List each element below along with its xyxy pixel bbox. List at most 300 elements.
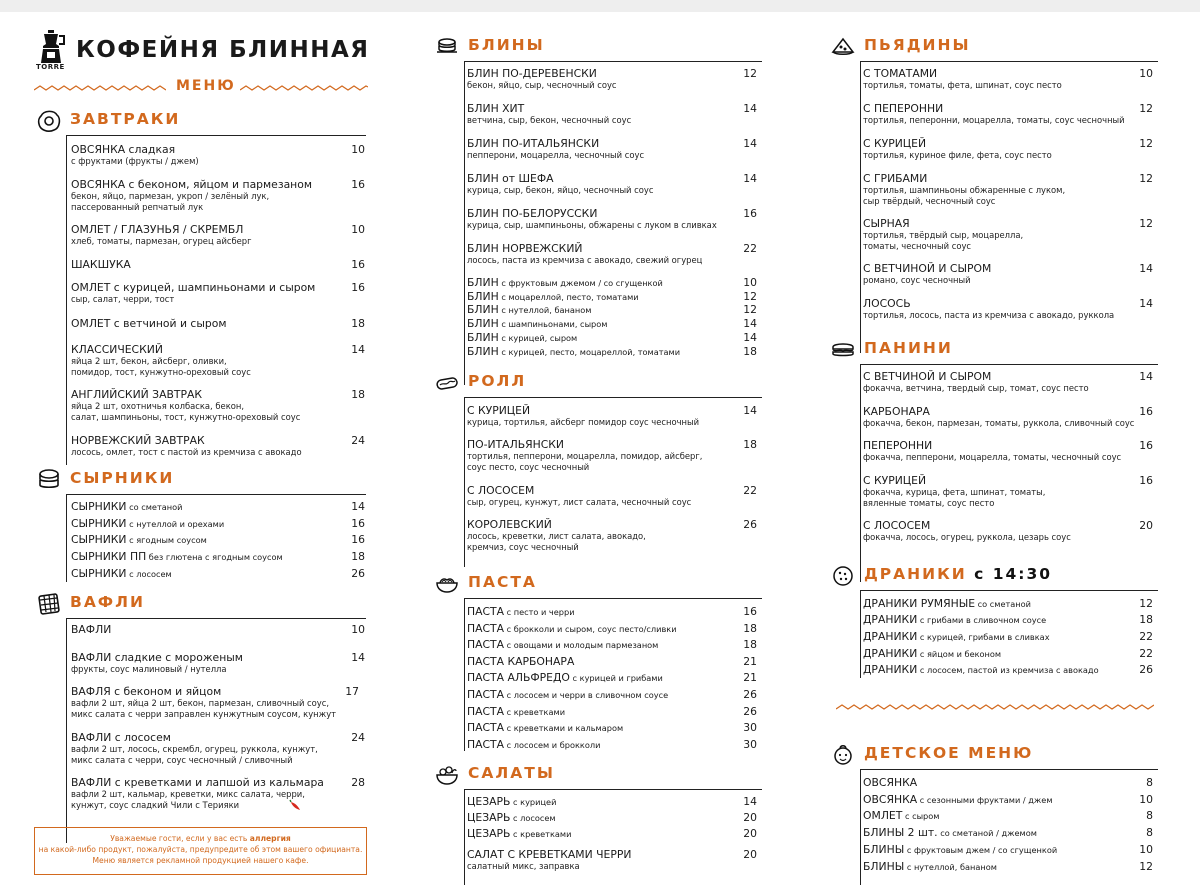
item-name [467, 827, 757, 841]
draniki-title: ДРАНИКИ [864, 565, 967, 583]
item-desc: лосось, креветки, лист салата, авокадо, кремчиз, соус чесночный [467, 531, 646, 552]
menu-item [71, 434, 365, 458]
item-title: ОМЛЕТ с ветчиной и сыром [71, 317, 227, 330]
wave-divider-right [240, 84, 368, 92]
item-desc: вафли 2 шт, кальмар, креветки, микс салата, черри, кунжут, соус сладкий Чили с Терияки [71, 789, 305, 810]
item-name [71, 223, 365, 236]
item-price: 16 [743, 207, 757, 220]
item-name [71, 143, 365, 156]
section-syrniki-header [36, 465, 366, 505]
item-title: БЛИН [467, 317, 499, 330]
item-title: СЫРНИКИ ПП [71, 550, 147, 563]
section-vrule [464, 397, 465, 567]
section-rule [464, 61, 762, 62]
item-title: БЛИНЫ 2 шт. [863, 826, 938, 839]
section-rule [464, 789, 762, 790]
item-price: 26 [351, 567, 365, 580]
section-title: ПЬЯДИНЫ [864, 36, 971, 54]
item-name [863, 370, 1153, 383]
item-sub: с лососем, пастой из кремчиза с авокадо [917, 665, 1099, 675]
item-sub: с нутеллой и орехами [126, 519, 225, 529]
menu-item [467, 671, 757, 685]
item-name [863, 519, 1153, 532]
menu-item [467, 622, 757, 636]
menu-item [71, 178, 365, 212]
pancakes-icon [434, 34, 460, 60]
item-desc: романо, соус чесночный [863, 275, 971, 285]
menu-item [71, 623, 365, 636]
item-name [863, 297, 1153, 310]
item-price: 14 [743, 795, 757, 808]
top-strip [0, 0, 1200, 12]
menu-item [467, 404, 757, 428]
section-rule [860, 769, 1158, 770]
item-price: 10 [743, 276, 757, 289]
item-desc: тортилья, пеперонни, моцарелла, томаты, соус чесночный [863, 115, 1125, 125]
item-name [467, 671, 757, 685]
item-title: БЛИН [467, 345, 499, 358]
piadina-icon [830, 34, 856, 60]
logo [36, 30, 66, 72]
brand-title: КОФЕЙНЯ БЛИННАЯ [76, 37, 370, 63]
menu-item [863, 809, 1153, 823]
panini-icon [830, 337, 856, 363]
item-price: 14 [743, 137, 757, 150]
notice-line-3: Меню является рекламной продукцией нашего кафе. [92, 856, 309, 865]
section-rule [66, 135, 366, 136]
item-price: 10 [1139, 793, 1153, 806]
item-name [863, 843, 1153, 857]
item-desc: фокачча, ветчина, твердый сыр, томат, соус песто [863, 383, 1089, 393]
item-price: 17 [345, 685, 359, 698]
item-desc: вафли 2 шт, яйца 2 шт, бекон, пармезан, сливочный соус, микс салата с черри заправлен кунжутным соусом, кунжут [71, 698, 337, 719]
notice-line-2: на какой-либо продукт, пожалуйста, предупредите об этом вашего официанта. [38, 845, 363, 854]
item-price: 21 [743, 671, 757, 684]
item-price: 24 [351, 731, 365, 744]
item-price: 10 [351, 143, 365, 156]
section-title: СЫРНИКИ [70, 469, 175, 487]
item-sub: со сметаной / джемом [937, 828, 1037, 838]
item-sub: с яйцом и беконом [917, 649, 1002, 659]
item-title: ОВСЯНКА с беконом, яйцом и пармезаном [71, 178, 312, 191]
section-pasta-header [434, 569, 762, 609]
menu-item [71, 731, 365, 765]
menu-item [71, 685, 365, 719]
item-price: 20 [1139, 519, 1153, 532]
item-sub: с креветками и кальмаром [504, 723, 624, 733]
menu-item [863, 262, 1153, 286]
roll-icon [434, 370, 460, 396]
item-title: ЦЕЗАРЬ [467, 795, 511, 808]
item-desc: яйца 2 шт, бекон, айсберг, оливки, помидор, тост, кунжутно-ореховый соус [71, 356, 251, 377]
item-name [863, 826, 1153, 840]
item-name [863, 793, 1153, 807]
notice-line-1 [35, 833, 366, 844]
item-name [467, 317, 757, 331]
menu-item [863, 630, 1153, 644]
item-title: С ЛОСОСЕМ [863, 519, 931, 532]
item-name [467, 137, 757, 150]
item-price: 14 [743, 172, 757, 185]
item-title: БЛИНЫ [863, 860, 905, 873]
item-title: КАРБОНАРА [863, 405, 930, 418]
item-name [71, 776, 365, 789]
item-price: 26 [1139, 663, 1153, 676]
item-price: 30 [743, 738, 757, 751]
item-title: ОМЛЕТ [863, 809, 903, 822]
section-vrule [66, 135, 67, 465]
draniki-time: с 14:30 [974, 565, 1053, 583]
menu-item [71, 317, 365, 330]
section-title: РОЛЛ [468, 372, 527, 390]
item-price: 14 [1139, 262, 1153, 275]
item-name [467, 721, 757, 735]
item-sub: с курицей, сыром [498, 333, 578, 343]
menu-item [863, 102, 1153, 126]
menu-item [467, 848, 757, 872]
section-vrule [464, 789, 465, 885]
item-title: ОВСЯНКА [863, 776, 918, 789]
item-price: 16 [1139, 474, 1153, 487]
item-price: 12 [1139, 597, 1153, 610]
menu-item [863, 297, 1153, 321]
item-title: НОРВЕЖСКИЙ ЗАВТРАК [71, 434, 205, 447]
menu-item [467, 795, 757, 809]
item-name [863, 597, 1153, 611]
section-rule [66, 618, 366, 619]
item-name [467, 276, 757, 290]
item-sub: с фруктовым джемом / со сгущенкой [498, 278, 663, 288]
item-price: 18 [743, 638, 757, 651]
item-name [71, 550, 365, 564]
item-price: 18 [351, 388, 365, 401]
item-sub: с нутеллой, бананом [904, 862, 997, 872]
section-breakfast-header [36, 106, 366, 146]
menu-item [467, 172, 757, 196]
menu-item [71, 223, 365, 247]
menu-item [863, 647, 1153, 661]
item-desc: тортилья, шампиньоны обжаренные с луком, сыр твёрдый, чесночный соус [863, 185, 1066, 206]
item-title: БЛИН ПО-ИТАЛЬЯНСКИ [467, 137, 600, 150]
item-price: 16 [351, 258, 365, 271]
item-sub: с моцареллой, песто, томатами [498, 292, 639, 302]
item-price: 12 [743, 303, 757, 316]
menu-item [467, 705, 757, 719]
item-name [71, 623, 365, 636]
item-name [467, 705, 757, 719]
item-sub: с лососем и черри в сливочном соусе [504, 690, 669, 700]
item-title: КЛАССИЧЕСКИЙ [71, 343, 163, 356]
item-title: ПАСТА [467, 738, 505, 751]
item-price: 18 [743, 622, 757, 635]
item-title: ДРАНИКИ [863, 647, 918, 660]
item-price: 18 [743, 345, 757, 358]
section-pancakes-header [434, 32, 762, 72]
item-title: ОВСЯНКА сладкая [71, 143, 176, 156]
section-vrule [860, 61, 861, 353]
section-vrule [66, 494, 67, 582]
item-sub: с шампиньонами, сыром [498, 319, 608, 329]
section-vrule [860, 364, 861, 582]
item-desc: с фруктами (фрукты / джем) [71, 156, 199, 166]
menu-item [863, 67, 1153, 91]
item-price: 8 [1146, 809, 1153, 822]
item-title: СЫРНИКИ [71, 567, 127, 580]
item-sub: со сметаной [975, 599, 1031, 609]
item-name [467, 811, 757, 825]
item-sub: с креветками [504, 707, 566, 717]
item-title: ПО-ИТАЛЬЯНСКИ [467, 438, 564, 451]
item-price: 16 [743, 605, 757, 618]
item-name [863, 860, 1153, 874]
menu-item [467, 242, 757, 266]
menu-item [863, 597, 1153, 611]
section-roll-header [434, 368, 762, 408]
item-title: ПАСТА [467, 705, 505, 718]
item-sub: с грибами в сливочном соусе [917, 615, 1047, 625]
item-title: ВАФЛИ [71, 623, 112, 636]
menu-item [467, 276, 757, 290]
menu-label: МЕНЮ [176, 78, 236, 94]
item-title: С ВЕТЧИНОЙ И СЫРОМ [863, 262, 992, 275]
item-title: ВАФЛЯ с беконом и яйцом [71, 685, 222, 698]
item-title: БЛИН ПО-БЕЛОРУССКИ [467, 207, 598, 220]
section-title: ВАФЛИ [70, 593, 146, 611]
item-price: 14 [743, 102, 757, 115]
item-desc: вафли 2 шт, лосось, скрембл, огурец, руккола, кунжут, микс салата с черри, соус чесночный / сливочный [71, 744, 318, 765]
item-price: 24 [351, 434, 365, 447]
menu-item [71, 258, 365, 271]
menu-item [467, 827, 757, 841]
item-sub: с ягодным соусом [126, 535, 207, 545]
item-sub: с нутеллой, бананом [498, 305, 592, 315]
waffle-icon [36, 591, 62, 617]
item-title: ПАСТА [467, 622, 505, 635]
fried-egg-icon [36, 108, 62, 134]
menu-item [71, 343, 365, 377]
section-title [864, 565, 1052, 583]
menu-item [863, 613, 1153, 627]
item-title: БЛИН [467, 276, 499, 289]
menu-item [467, 688, 757, 702]
item-sub: с курицей [510, 797, 557, 807]
item-name [467, 605, 757, 619]
section-title: САЛАТЫ [468, 764, 555, 782]
item-price: 18 [743, 438, 757, 451]
item-name [467, 303, 757, 317]
item-sub: с лососем [510, 813, 556, 823]
section-piadina-header [830, 32, 1158, 72]
item-price: 12 [1139, 860, 1153, 873]
item-name [467, 795, 757, 809]
menu-item [467, 331, 757, 345]
item-name [467, 331, 757, 345]
menu-item [863, 137, 1153, 161]
item-desc: бекон, яйцо, сыр, чесночный соус [467, 80, 617, 90]
item-name [467, 484, 757, 497]
allergy-notice [34, 827, 367, 875]
item-sub: с курицей и грибами [569, 673, 663, 683]
item-price: 12 [743, 67, 757, 80]
item-title: ВАФЛИ сладкие с мороженым [71, 651, 243, 664]
item-title: ВАФЛИ с креветками и лапшой из кальмара [71, 776, 324, 789]
menu-item [863, 860, 1153, 874]
item-title: АНГЛИЙСКИЙ ЗАВТРАК [71, 388, 203, 401]
item-desc: бекон, яйцо, пармезан, укроп / зелёный лук, пассерованный репчатый лук [71, 191, 270, 212]
item-desc: пепперони, моцарелла, чесночный соус [467, 150, 645, 160]
item-title: ЦЕЗАРЬ [467, 811, 511, 824]
item-title: ПАСТА [467, 638, 505, 651]
menu-item [863, 519, 1153, 543]
item-title: ОМЛЕТ / ГЛАЗУНЬЯ / СКРЕМБЛ [71, 223, 244, 236]
item-title: ПАСТА [467, 688, 505, 701]
item-sub: с сыром [902, 811, 940, 821]
item-name [467, 404, 757, 417]
item-desc: лосось, омлет, тост с пастой из кремчиза с авокадо [71, 447, 302, 457]
item-name [71, 533, 365, 547]
wave-divider-kids [836, 702, 1154, 712]
item-price: 22 [743, 484, 757, 497]
item-title: БЛИН ПО-ДЕРЕВЕНСКИ [467, 67, 597, 80]
item-sub: с курицей, песто, моцареллой, томатами [498, 347, 681, 357]
menu-item [863, 405, 1153, 429]
item-name [467, 518, 757, 531]
item-price: 16 [351, 178, 365, 191]
item-price: 8 [1146, 776, 1153, 789]
item-name [863, 137, 1153, 150]
item-title: ПАСТА АЛЬФРЕДО [467, 671, 570, 684]
menu-item [71, 500, 365, 514]
item-name [71, 317, 365, 330]
item-name [863, 217, 1153, 230]
menu-item [71, 651, 365, 675]
item-desc: фокачча, курица, фета, шпинат, томаты, вяленные томаты, соус песто [863, 487, 1046, 508]
item-name [863, 630, 1153, 644]
item-price: 30 [743, 721, 757, 734]
pasta-bowl-icon [434, 571, 460, 597]
notice-highlight: аллергия [249, 834, 291, 843]
item-name [863, 647, 1153, 661]
item-desc: фокачча, бекон, пармезан, томаты, руккола, сливочный соус [863, 418, 1135, 428]
item-name [467, 622, 757, 636]
item-price: 20 [743, 848, 757, 861]
section-rule [66, 494, 366, 495]
item-title: С ВЕТЧИНОЙ И СЫРОМ [863, 370, 992, 383]
item-name [71, 500, 365, 514]
item-name [467, 242, 757, 255]
item-price: 14 [351, 500, 365, 513]
item-name [863, 102, 1153, 115]
item-sub: с лососем и брокколи [504, 740, 601, 750]
item-name [71, 651, 365, 664]
item-title: СЫРНАЯ [863, 217, 910, 230]
item-sub: с овощами и молодым пармезаном [504, 640, 659, 650]
item-price: 12 [743, 290, 757, 303]
section-title: ПАСТА [468, 573, 537, 591]
item-title: ДРАНИКИ [863, 630, 918, 643]
item-title: ПЕПЕРОННИ [863, 439, 933, 452]
item-desc: сыр, салат, черри, тост [71, 294, 175, 304]
menu-item [467, 317, 757, 331]
item-sub: с креветками [510, 829, 572, 839]
item-price: 18 [351, 550, 365, 563]
item-price: 14 [351, 651, 365, 664]
menu-item [467, 811, 757, 825]
item-name [467, 207, 757, 220]
item-name [71, 178, 365, 191]
potato-pancake-icon [830, 563, 856, 589]
item-sub: с песто и черри [504, 607, 575, 617]
item-title: ВАФЛИ с лососем [71, 731, 171, 744]
item-title: БЛИН от ШЕФА [467, 172, 554, 185]
menu-item [71, 567, 365, 581]
item-sub: с брокколи и сыром, соус песто/сливки [504, 624, 677, 634]
item-title: БЛИН ХИТ [467, 102, 525, 115]
menu-item [467, 484, 757, 508]
item-price: 12 [1139, 172, 1153, 185]
item-price: 10 [351, 223, 365, 236]
section-kids-header [830, 740, 1158, 780]
item-title: ПАСТА КАРБОНАРА [467, 655, 575, 668]
item-price: 10 [1139, 67, 1153, 80]
item-name [71, 258, 365, 271]
notice-text: Уважаемые гости, если у вас есть [110, 834, 250, 843]
item-sub: со сметаной [126, 502, 183, 512]
menu-item [863, 793, 1153, 807]
item-desc: курица, сыр, шампиньоны, обжарены с луком в сливках [467, 220, 717, 230]
menu-item [863, 663, 1153, 677]
item-name [863, 613, 1153, 627]
item-desc: хлеб, томаты, пармезан, огурец айсберг [71, 236, 252, 246]
section-title: БЛИНЫ [468, 36, 545, 54]
item-title: С ЛОСОСЕМ [467, 484, 535, 497]
item-price: 14 [1139, 370, 1153, 383]
item-name [71, 434, 365, 447]
item-price: 28 [351, 776, 365, 789]
item-desc: фокачча, пепперони, моцарелла, томаты, чесночный соус [863, 452, 1122, 462]
menu-item [863, 474, 1153, 508]
item-price: 22 [1139, 630, 1153, 643]
item-name [467, 438, 757, 451]
item-name [467, 848, 757, 861]
menu-item [863, 217, 1153, 251]
item-name [467, 655, 757, 669]
menu-item [467, 721, 757, 735]
item-name [863, 663, 1153, 677]
item-price: 16 [351, 517, 365, 530]
item-desc: тортилья, томаты, фета, шпинат, соус песто [863, 80, 1062, 90]
item-name [863, 172, 1153, 185]
menu-item [467, 303, 757, 317]
menu-item [71, 143, 365, 167]
menu-item [71, 533, 365, 547]
moka-pot-icon [36, 30, 66, 64]
section-salads-header [434, 760, 762, 800]
item-desc: тортилья, куриное филе, фета, соус песто [863, 150, 1052, 160]
item-price: 12 [1139, 137, 1153, 150]
section-vrule [860, 769, 861, 885]
menu-item [467, 518, 757, 552]
menu-item [71, 517, 365, 531]
item-title: БЛИН НОРВЕЖСКИЙ [467, 242, 583, 255]
pancake-stack-icon [36, 467, 62, 493]
item-name [863, 439, 1153, 452]
item-sub: с фруктовым джем / со сгущенкой [904, 845, 1058, 855]
item-title: СЫРНИКИ [71, 517, 127, 530]
item-sub: без глютена с ягодным соусом [146, 552, 283, 562]
menu-item [467, 290, 757, 304]
item-name [863, 474, 1153, 487]
